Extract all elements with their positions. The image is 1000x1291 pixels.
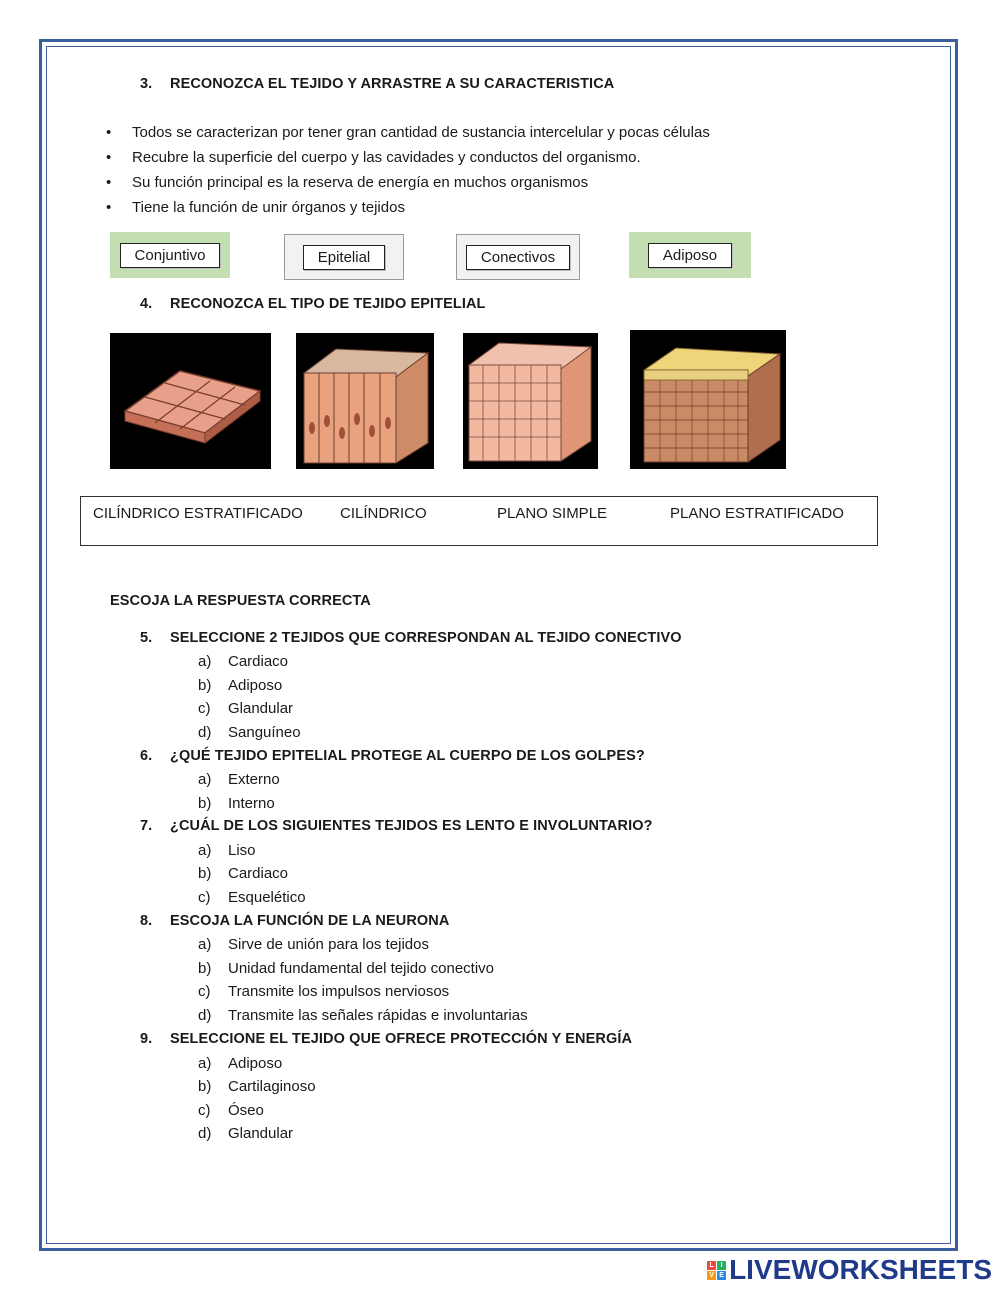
option-text: Glandular: [228, 700, 294, 717]
q7-option-a[interactable]: [198, 842, 256, 859]
option-letter: d): [198, 1007, 212, 1024]
option-text: Sanguíneo: [228, 724, 301, 741]
option-letter: b): [198, 865, 212, 882]
drag-tile-label: Epitelial: [303, 245, 386, 270]
option-letter: b): [198, 1078, 212, 1095]
logo-mark-letter: L: [707, 1261, 716, 1270]
question-number: 6.: [140, 748, 153, 764]
drag-tile-epitelial[interactable]: [284, 234, 404, 280]
question-number: 5.: [140, 630, 153, 646]
q8-option-a[interactable]: [198, 936, 429, 953]
option-text: Transmite las señales rápidas e involuntarias: [228, 1007, 528, 1024]
q9-option-a[interactable]: [198, 1055, 282, 1072]
question-5: [140, 630, 682, 646]
q5-option-b[interactable]: [198, 677, 282, 694]
option-letter: b): [198, 960, 212, 977]
q9-option-c[interactable]: [198, 1102, 264, 1119]
question-number: 7.: [140, 818, 153, 834]
characteristic-item: • Todos se caracterizan por tener gran cantidad de sustancia intercelular y pocas células: [106, 122, 710, 147]
logo-mark-letter: V: [707, 1271, 716, 1280]
option-letter: a): [198, 1055, 212, 1072]
q8-option-d[interactable]: [198, 1007, 528, 1024]
choose-heading: ESCOJA LA RESPUESTA CORRECTA: [110, 593, 371, 609]
answer-option-plano-estratificado[interactable]: PLANO ESTRATIFICADO: [670, 505, 844, 522]
option-text: Transmite los impulsos nerviosos: [228, 983, 450, 1000]
liveworksheets-logo: [707, 1254, 992, 1286]
option-letter: c): [198, 700, 211, 717]
option-letter: a): [198, 936, 212, 953]
question-text: ¿QUÉ TEJIDO EPITELIAL PROTEGE AL CUERPO DE LOS GOLPES?: [170, 748, 645, 764]
cilindrico-estratificado-tissue-icon: [463, 333, 598, 469]
option-letter: c): [198, 983, 211, 1000]
option-letter: b): [198, 795, 212, 812]
logo-mark-letter: E: [717, 1271, 726, 1280]
question-8: [140, 913, 449, 929]
q5-option-a[interactable]: [198, 653, 288, 670]
drag-tile-label: Adiposo: [648, 243, 732, 268]
answer-option-plano-simple[interactable]: PLANO SIMPLE: [497, 505, 608, 522]
q8-option-b[interactable]: [198, 960, 494, 977]
plano-simple-tissue-image: [110, 333, 271, 469]
q9-option-d[interactable]: [198, 1125, 293, 1142]
q6-option-a[interactable]: [198, 771, 280, 788]
option-text: Cardiaco: [228, 865, 289, 882]
plano-estratificado-tissue-icon: [630, 330, 786, 469]
option-text: Externo: [228, 771, 280, 788]
characteristic-item: • Tiene la función de unir órganos y tejidos: [106, 197, 710, 222]
section4-number: 4.: [140, 296, 153, 312]
characteristic-item: • Su función principal es la reserva de energía en muchos organismos: [106, 172, 710, 197]
drag-tile-conjuntivo[interactable]: [110, 232, 230, 278]
drag-tile-adiposo[interactable]: [629, 232, 751, 278]
characteristics-list: [106, 122, 710, 222]
option-text: Unidad fundamental del tejido conectivo: [228, 960, 495, 977]
question-text: ¿CUÁL DE LOS SIGUIENTES TEJIDOS ES LENTO E INVOLUNTARIO?: [170, 818, 653, 834]
answer-option-cilindrico-estratificado[interactable]: CILÍNDRICO ESTRATIFICADO: [93, 505, 303, 522]
logo-mark-letter: I: [717, 1261, 726, 1270]
q6-option-b[interactable]: [198, 795, 275, 812]
question-number: 8.: [140, 913, 153, 929]
q9-option-b[interactable]: [198, 1078, 316, 1095]
question-number: 9.: [140, 1031, 153, 1047]
section3-title-text: RECONOZCA EL TEJIDO Y ARRASTRE A SU CARACTERISTICA: [170, 76, 615, 92]
option-letter: c): [198, 1102, 211, 1119]
liveworksheets-logo-text: LIVEWORKSHEETS: [729, 1254, 992, 1285]
option-letter: a): [198, 842, 212, 859]
option-text: Cartilaginoso: [228, 1078, 316, 1095]
option-text: Interno: [228, 795, 275, 812]
option-text: Adiposo: [228, 677, 283, 694]
option-text: Cardiaco: [228, 653, 289, 670]
answer-option-cilindrico[interactable]: CILÍNDRICO: [340, 505, 427, 522]
drag-tile-label: Conectivos: [466, 245, 570, 270]
option-letter: d): [198, 724, 212, 741]
question-6: [140, 748, 645, 764]
drag-tile-label: Conjuntivo: [120, 243, 221, 268]
section3-number: 3.: [140, 76, 153, 92]
section3-title: [140, 76, 614, 92]
q5-option-d[interactable]: [198, 724, 301, 741]
cilindrico-tissue-image: [296, 333, 434, 469]
option-letter: c): [198, 889, 211, 906]
characteristic-item: • Recubre la superficie del cuerpo y las cavidades y conductos del organismo.: [106, 147, 710, 172]
option-text: Óseo: [228, 1102, 264, 1119]
question-7: [140, 818, 653, 834]
cilindrico-tissue-icon: [296, 333, 434, 469]
option-letter: a): [198, 771, 212, 788]
question-text: SELECCIONE EL TEJIDO QUE OFRECE PROTECCIÓN Y ENERGÍA: [170, 1031, 633, 1047]
q7-option-c[interactable]: [198, 889, 306, 906]
plano-estratificado-tissue-image: [630, 330, 786, 469]
option-text: Sirve de unión para los tejidos: [228, 936, 429, 953]
option-text: Liso: [228, 842, 256, 859]
option-text: Esquelético: [228, 889, 306, 906]
option-letter: b): [198, 677, 212, 694]
option-letter: d): [198, 1125, 212, 1142]
q7-option-b[interactable]: [198, 865, 288, 882]
option-letter: a): [198, 653, 212, 670]
q8-option-c[interactable]: [198, 983, 449, 1000]
liveworksheets-logo-icon: [707, 1261, 726, 1280]
question-text: ESCOJA LA FUNCIÓN DE LA NEURONA: [170, 913, 450, 929]
option-text: Glandular: [228, 1125, 294, 1142]
section4-title-text: RECONOZCA EL TIPO DE TEJIDO EPITELIAL: [170, 296, 486, 312]
drag-tile-conectivos[interactable]: [456, 234, 580, 280]
q5-option-c[interactable]: [198, 700, 293, 717]
option-text: Adiposo: [228, 1055, 283, 1072]
cilindrico-estratificado-tissue-image: [463, 333, 598, 469]
question-9: [140, 1031, 632, 1047]
question-text: SELECCIONE 2 TEJIDOS QUE CORRESPONDAN AL TEJIDO CONECTIVO: [170, 630, 682, 646]
section4-title: [140, 296, 485, 312]
plano-simple-tissue-icon: [110, 333, 271, 469]
